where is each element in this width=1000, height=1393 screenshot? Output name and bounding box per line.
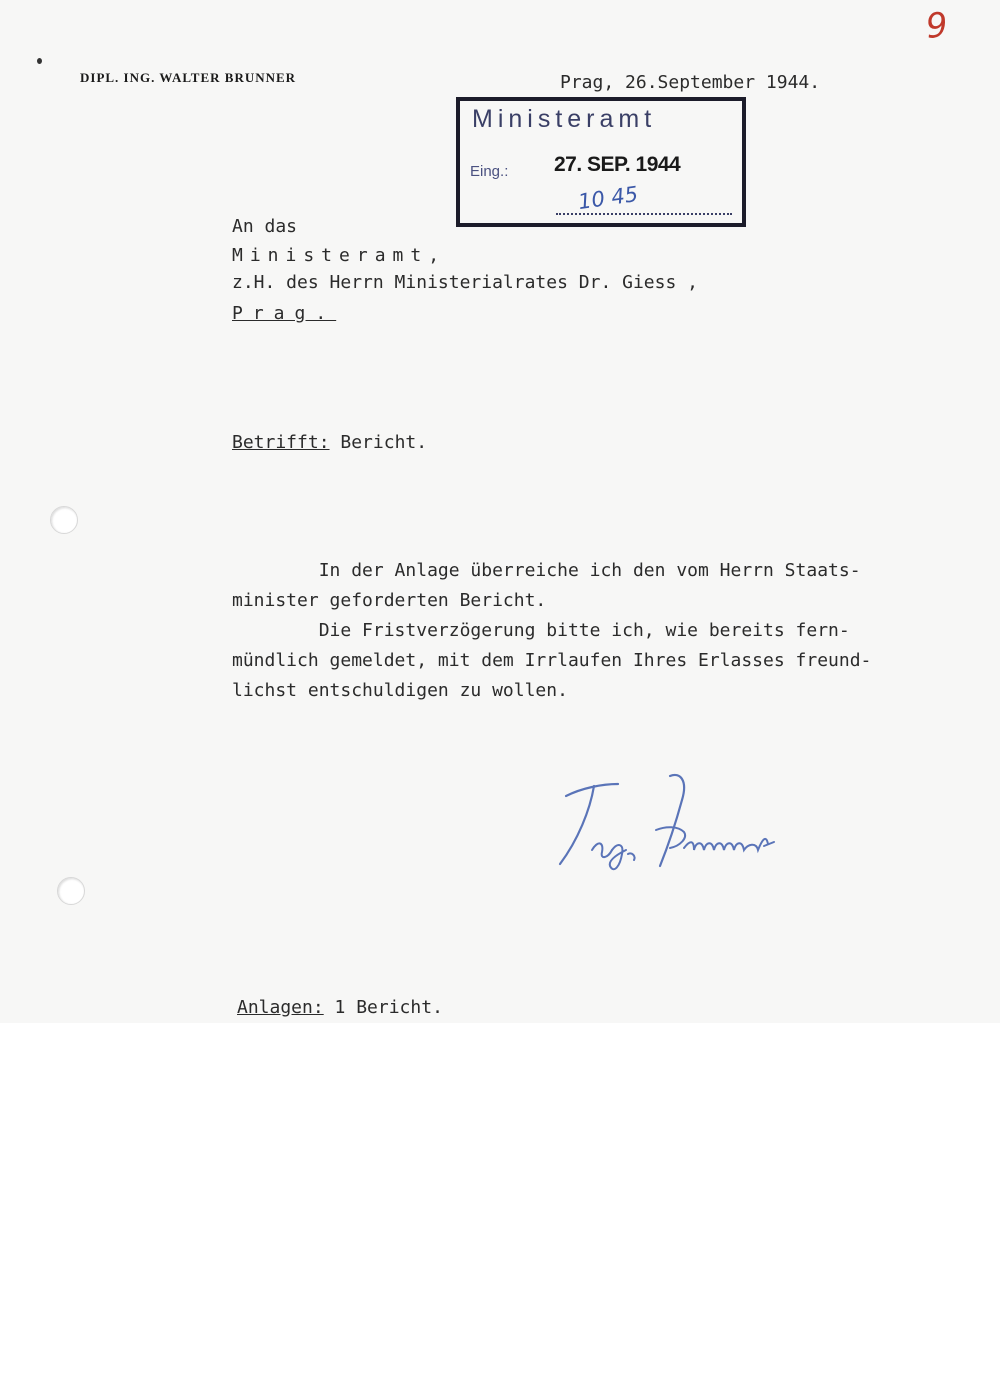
attachments-line xyxy=(237,997,443,1018)
stamp-received-label: Eing.: xyxy=(470,163,509,180)
recipient-line-2: Ministeramt, xyxy=(232,245,447,266)
recipient-line-1: An das xyxy=(232,216,298,237)
letterhead: DIPL. ING. WALTER BRUNNER xyxy=(80,70,297,85)
body-line-1: In der Anlage überreiche ich den vom Herrn Staats- xyxy=(232,560,861,581)
attachments-text: 1 Bericht. xyxy=(323,997,443,1018)
body-line-3: Die Fristverzögerung bitte ich, wie bereits fern- xyxy=(232,620,850,641)
date-line: Prag, 26.September 1944. xyxy=(560,72,821,93)
attachments-label: Anlagen: xyxy=(237,997,324,1018)
received-stamp xyxy=(456,97,746,227)
page-number: 9 xyxy=(923,4,950,48)
stamp-time-note: 10 45 xyxy=(576,181,640,215)
binder-hole-top xyxy=(50,506,78,534)
ink-dot xyxy=(37,58,42,64)
recipient-line-3: z.H. des Herrn Ministerialrates Dr. Giess , xyxy=(232,272,698,293)
body-line-5: lichst entschuldigen zu wollen. xyxy=(232,680,568,701)
recipient-line-4: Prag. xyxy=(232,303,337,324)
body-line-2: minister geforderten Bericht. xyxy=(232,590,547,611)
subject-text: Bericht. xyxy=(329,432,428,453)
stamp-dotted-line xyxy=(556,213,732,215)
body-line-4: mündlich gemeldet, mit dem Irrlaufen Ihres Erlasses freund- xyxy=(232,650,872,671)
binder-hole-bottom xyxy=(57,877,85,905)
subject-label: Betrifft: xyxy=(232,432,330,453)
stamp-title: Ministeramt xyxy=(472,105,657,133)
subject-line xyxy=(232,432,427,453)
stamp-received-date: 27. SEP. 1944 xyxy=(554,153,681,176)
handwritten-signature xyxy=(552,770,802,880)
